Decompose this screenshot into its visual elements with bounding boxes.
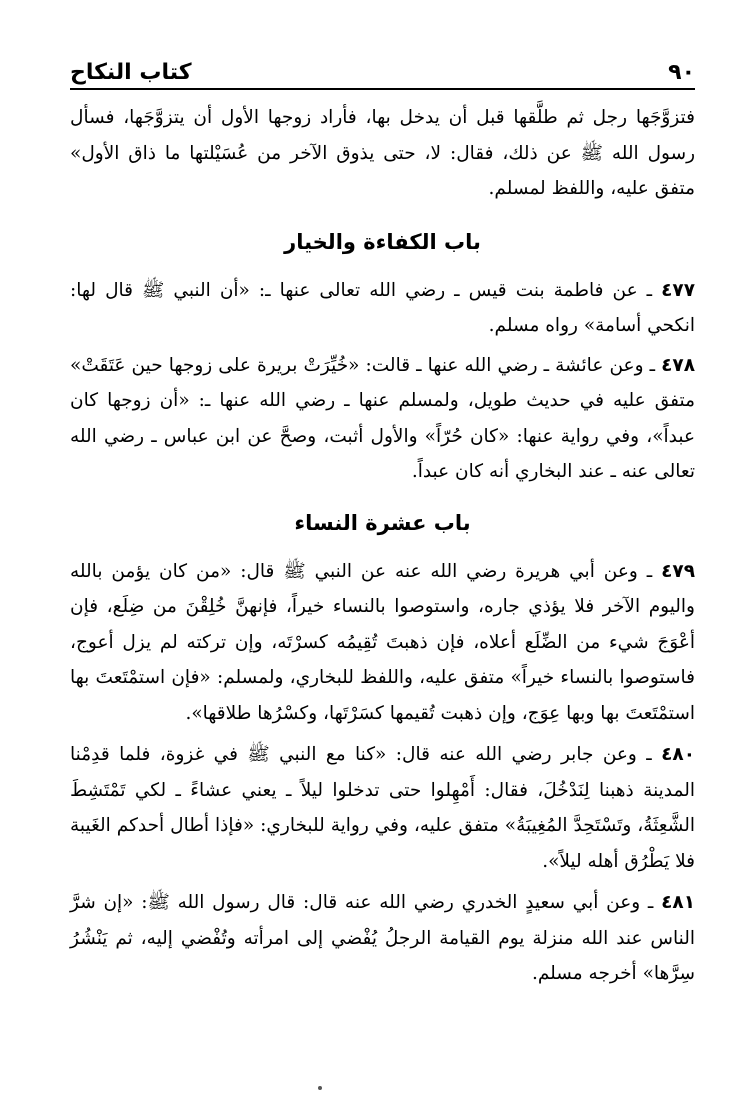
hadith-477	[70, 273, 695, 344]
header-rule	[70, 88, 695, 90]
spacer	[70, 540, 695, 554]
running-header	[70, 50, 695, 86]
hadith-number: ٤٧٩	[661, 560, 695, 582]
spacer	[70, 490, 695, 506]
hadith-481	[70, 885, 695, 992]
hadith-text: ـ وعن أبي سعيدٍ الخدري رضي الله عنه قال: قال رسول الله ﷺ: «إن شرَّ الناس عند الله منزلة يوم القيامة الرجلُ يُفْضي إلى امرأته وتُفْضي إليه، ثم يَنْشُرُ سِرَّها» أخرجه مسلم.	[70, 892, 695, 984]
hadith-number: ٤٨٠	[661, 744, 695, 765]
hadith-number: ٤٧٨	[661, 354, 695, 376]
spacer	[70, 207, 695, 225]
hadith-478	[70, 348, 695, 490]
hadith-480	[70, 737, 695, 879]
hadith-text: ـ وعن عائشة ـ رضي الله عنها ـ قالت: «خُيِّرَتْ بريرة على زوجها حين عَتَقَتْ» متفق عليه في حديث طويل، ولمسلم عنها ـ رضي الله عنها ـ: «أن زوجها كان عبداً»، وفي رواية عنها: «كان حُرّاً» والأول أثبت، وصحَّ عن ابن عباس ـ رضي الله تعالى عنه ـ عند البخاري أنه كان عبداً.	[70, 354, 695, 482]
book-title: كتاب النكاح	[70, 60, 192, 85]
page-number: ٩٠	[668, 60, 695, 85]
section-heading: باب الكفاءة والخيار	[284, 229, 481, 254]
hadith-number: ٤٨١	[661, 892, 695, 913]
hadith-text: ـ وعن جابر رضي الله عنه قال: «كنا مع النبي ﷺ في غزوة، فلما قدِمْنا المدينة ذهبنا لِنَدْخُلَ، فقال: أَمْهِلوا حتى تدخلوا ليلاً ـ يعني عشاءً ـ لكي تَمْتَشِطَ الشَّعِثَةُ، وتَسْتَحِدَّ المُغِيبَةُ» متفق عليه، وفي رواية للبخاري: «فإذا أطال أحدكم الغَيبة فلا يَطْرُق أهله ليلاً».	[70, 744, 695, 872]
spacer	[70, 259, 695, 273]
section-heading: باب عشرة النساء	[294, 510, 471, 535]
hadith-text: ـ عن فاطمة بنت قيس ـ رضي الله تعالى عنها ـ: «أن النبي ﷺ قال لها: انكحي أسامة» رواه مسلم.	[70, 279, 695, 336]
page-body	[70, 100, 695, 992]
hadith-text: ـ وعن أبي هريرة رضي الله عنه عن النبي ﷺ قال: «من كان يؤمن بالله واليوم الآخر فلا يؤذي جاره، واستوصوا بالنساء خيراً، فإنهنَّ خُلِقْنَ من ضِلَع، فإن أعْوَجَ شيء من الضِّلَع أعلاه، فإن ذهبتَ تُقِيمُه كسرْتَه، وإن تركته لم يزل أعوج، فاستوصوا بالنساء خيراً» متفق عليه، واللفظ للبخاري، ولمسلم: «فإن استمْتَعتَ بها استمْتَعتَ بها وبها عِوَج، وإن ذهبت تُقيمها كسَرْتَها، وكسْرُها طلاقها».	[70, 560, 695, 724]
hadith-479	[70, 554, 695, 732]
hadith-number: ٤٧٧	[661, 279, 695, 301]
continued-paragraph: فتزوَّجَها رجل ثم طلَّقها قبل أن يدخل بها، فأراد زوجها الأول أن يتزوَّجَها، فسأل رسول الله ﷺ عن ذلك، فقال: لا، حتى يذوق الآخر من عُسَيْلتها ما ذاق الأول» متفق عليه، واللفظ لمسلم.	[70, 107, 695, 199]
footer-mark	[318, 1086, 322, 1090]
